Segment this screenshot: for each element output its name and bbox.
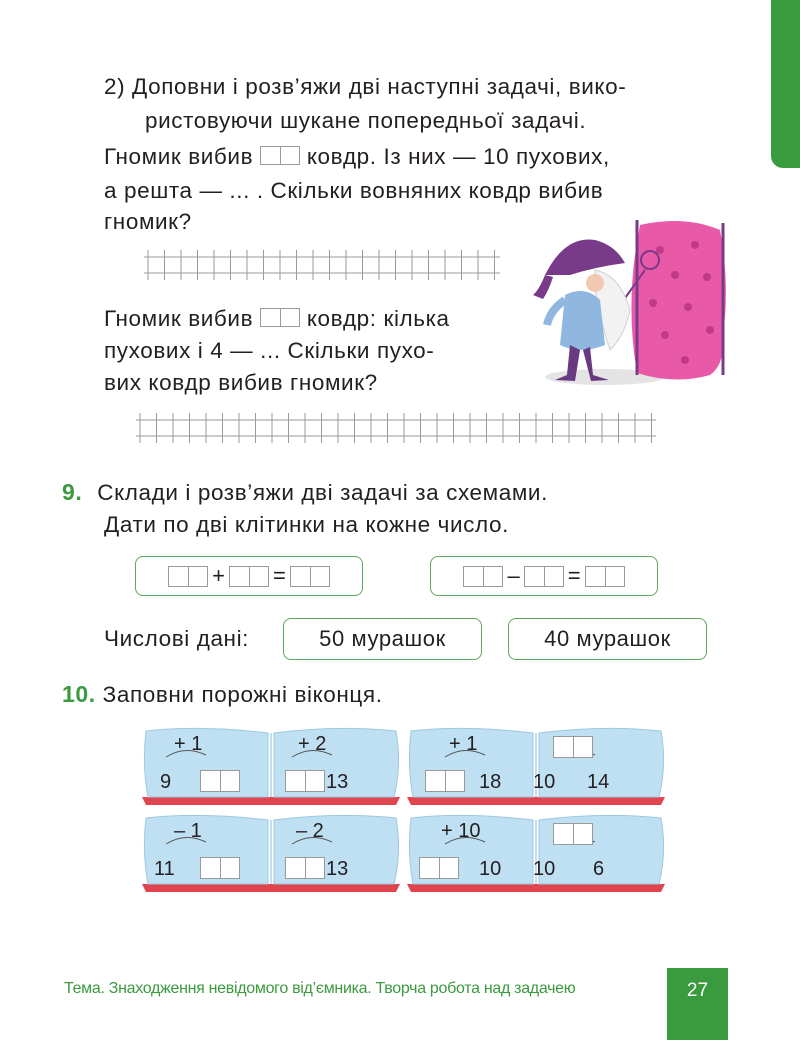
book-4 [405, 812, 667, 892]
answer-box[interactable] [463, 566, 503, 587]
answer-box[interactable] [260, 146, 300, 165]
task2-line2: ристовуючи шукане попередньої задачі. [145, 108, 587, 133]
book-3 [140, 812, 402, 892]
answer-box[interactable] [425, 770, 465, 792]
answer-box[interactable] [168, 566, 208, 587]
scheme-subtraction [430, 556, 658, 596]
book-2-left-end: 18 [479, 771, 502, 793]
chapter-tab [771, 0, 800, 168]
problem-b-line2: пухових і 4 — ... Скільки пухо- [104, 338, 435, 363]
answer-grid-2[interactable] [136, 413, 656, 441]
page-number [667, 968, 728, 1040]
ants-50-card: 50 мурашок [283, 618, 482, 660]
answer-box[interactable] [229, 566, 269, 587]
book-4-right-start: 10 [533, 858, 556, 880]
book-3-left-op: – 1 [174, 820, 202, 842]
answer-box[interactable] [419, 857, 459, 879]
answer-box[interactable] [290, 566, 330, 587]
problem-a-line1 [104, 140, 610, 174]
answer-box[interactable] [260, 308, 300, 327]
answer-box[interactable] [524, 566, 564, 587]
book-2-right-start: 10 [533, 771, 556, 793]
book-2-left-op: + 1 [449, 733, 478, 755]
task9-text1: Склади і розв’яжи дві задачі за схемами. [97, 480, 548, 505]
footer-topic: Тема. Знаходження невідомого від’ємника. Творча робота над задачею [64, 980, 576, 997]
ants-40-card: 40 мурашок [508, 618, 707, 660]
answer-box[interactable] [200, 857, 240, 879]
book-3-right-op: – 2 [296, 820, 324, 842]
book-4-left-end: 10 [479, 858, 502, 880]
book-1-right-end: 13 [326, 771, 349, 793]
book-4-left-op: + 10 [441, 820, 481, 842]
answer-box[interactable] [553, 736, 593, 758]
problem-a-line3: гномик? [104, 209, 192, 234]
task9-line1 [62, 475, 548, 510]
problem-a-line1-post: ковдр. Із них — 10 пухових, [306, 144, 610, 169]
book-1 [140, 725, 402, 805]
book-3-left-start: 11 [154, 858, 175, 880]
answer-box[interactable] [285, 770, 325, 792]
equals-sign: = [273, 563, 286, 588]
numeric-data-label: Числові дані: [104, 626, 250, 651]
problem-b-line1-pre: Гномик вибив [104, 306, 254, 331]
problem-b-line1 [104, 302, 450, 336]
page-number-text: 27 [686, 980, 709, 1001]
problem-b-line3: вих ковдр вибив гномик? [104, 370, 378, 395]
book-1-right-op: + 2 [298, 733, 327, 755]
gnome-illustration [525, 215, 740, 395]
task10-line [62, 677, 383, 712]
book-2 [405, 725, 667, 805]
plus-sign: + [212, 563, 225, 588]
minus-sign: – [507, 563, 520, 588]
book-3-right-end: 13 [326, 858, 349, 880]
answer-grid-1[interactable] [144, 250, 500, 278]
task10-text: Заповни порожні віконця. [102, 682, 383, 707]
problem-a-line1-pre: Гномик вибив [104, 144, 254, 169]
book-1-left-start: 9 [160, 771, 172, 793]
task2-line1: 2) Доповни і розв’яжи дві наступні задачі, вико- [104, 74, 627, 99]
task10-number: 10. [62, 681, 96, 707]
book-4-right-end: 6 [593, 858, 605, 880]
scheme-addition [135, 556, 363, 596]
answer-box[interactable] [585, 566, 625, 587]
problem-a-line2: а решта — ... . Скільки вовняних ковдр вибив [104, 178, 604, 203]
task9-line2: Дати по дві клітинки на кожне число. [104, 512, 509, 537]
equals-sign: = [567, 563, 581, 588]
answer-box[interactable] [285, 857, 325, 879]
task9-number: 9. [62, 479, 83, 505]
book-2-right-end: 14 [587, 771, 610, 793]
problem-b-line1-post: ковдр: кілька [306, 306, 450, 331]
answer-box[interactable] [553, 823, 593, 845]
answer-box[interactable] [200, 770, 240, 792]
book-1-left-op: + 1 [174, 733, 203, 755]
